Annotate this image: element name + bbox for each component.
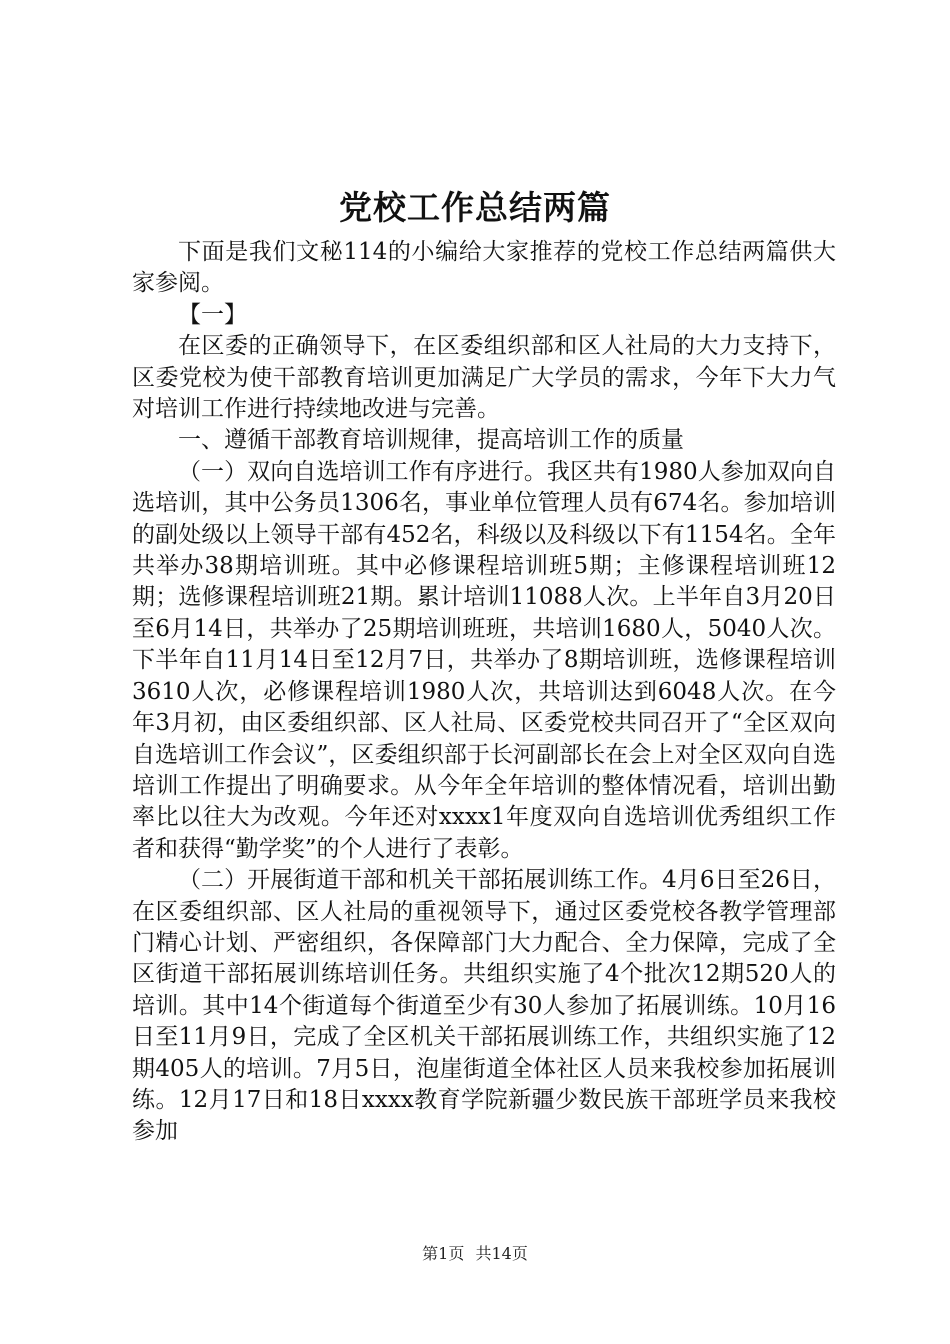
document-body [132, 237, 836, 1148]
section-heading: 一、遵循干部教育培训规律，提高培训工作的质量 [178, 427, 684, 454]
intro-paragraph: 下面是我们文秘114的小编给大家推荐的党校工作总结两篇供大家参阅。 [132, 239, 836, 297]
page-footer [0, 1243, 950, 1265]
page-total: 共14页 [475, 1244, 528, 1263]
body-paragraph: （二）开展街道干部和机关干部拓展训练工作。4月6日至26日，在区委组织部、区人社局的重视领导下，通过区委党校各教学管理部门精心计划、严密组织，各保障部门大力配合、全力保障，完成了全区街道干部拓展训练培训任务。共组织实施了4个批次12期520人的培训。其中14个街道每个街道至少有30人参加了拓展训练。10月16日至11月9日，完成了全区机关干部拓展训练工作，共组织实施了12期405人的培训。7月5日，泡崖街道全体社区人员来我校参加拓展训练。12月17日和18日xxxx教育学院新疆少数民族干部班学员来我校参加 [132, 867, 836, 1145]
body-paragraph: （一）双向自选培训工作有序进行。我区共有1980人参加双向自选培训，其中公务员1306名，事业单位管理人员有674名。参加培训的副处级以上领导干部有452名，科级以及科级以下有1154名。全年共举办38期培训班。其中必修课程培训班5期；主修课程培训班12期；选修课程培训班21期。累计培训11088人次。上半年自3月20日至6月14日，共举办了25期培训班班，共培训1680人，5040人次。下半年自11月14日至12月7日，共举办了8期培训班，选修课程培训3610人次，必修课程培训1980人次，共培训达到6048人次。在今年3月初，由区委组织部、区人社局、区委党校共同召开了“全区双向自选培训工作会议”，区委组织部于长河副部长在会上对全区双向自选培训工作提出了明确要求。从今年全年培训的整体情况看，培训出勤率比以往大为改观。今年还对xxxx1年度双向自选培训优秀组织工作者和获得“勤学奖”的个人进行了表彰。 [132, 458, 836, 862]
page-number: 第1页 [422, 1244, 465, 1263]
body-paragraph: 在区委的正确领导下，在区委组织部和区人社局的大力支持下，区委党校为使干部教育培训更加满足广大学员的需求，今年下大力气对培训工作进行持续地改进与完善。 [132, 333, 836, 423]
section-marker: 【一】 [178, 301, 247, 328]
document-title: 党校工作总结两篇 [339, 188, 611, 227]
